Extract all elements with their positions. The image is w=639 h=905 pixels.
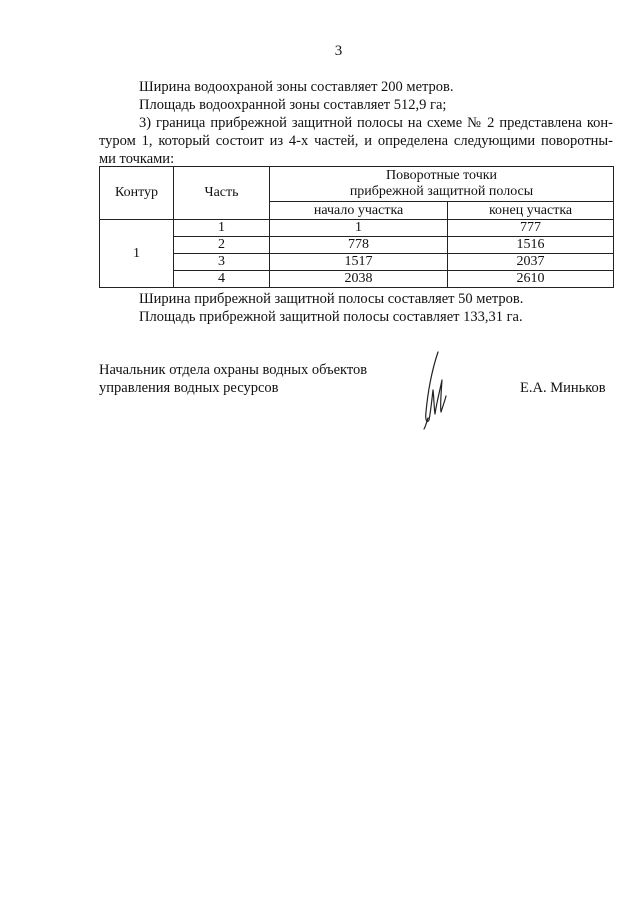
width-water-zone-text: Ширина водоохраной зоны составляет 200 метров. <box>139 79 454 95</box>
end-cell: 2037 <box>448 254 614 271</box>
header-start: начало участка <box>270 202 448 220</box>
boundary-line-3: ми точками: <box>99 151 175 167</box>
area-water-zone-text: Площадь водоохранной зоны составляет 512,9 га; <box>139 97 447 113</box>
signatory-title-line2: управления водных ресурсов <box>99 380 279 396</box>
signatory-title <box>99 361 367 397</box>
header-contour: Контур <box>100 167 174 220</box>
width-protective-strip-text: Ширина прибрежной защитной полосы составляет 50 метров. <box>139 291 524 307</box>
header-part: Часть <box>174 167 270 220</box>
table-row <box>100 237 614 254</box>
end-cell: 1516 <box>448 237 614 254</box>
part-cell: 4 <box>174 271 270 288</box>
signatory-name: Е.А. Миньков <box>520 380 606 396</box>
end-cell: 777 <box>448 220 614 237</box>
contour-cell: 1 <box>100 220 174 288</box>
boundary-line-1: 3) граница прибрежной защитной полосы на схеме № 2 представлена кон- <box>139 115 613 131</box>
page-number: 3 <box>334 43 343 59</box>
table-row <box>100 220 614 237</box>
header-end: конец участка <box>448 202 614 220</box>
end-cell: 2610 <box>448 271 614 288</box>
table-row <box>100 271 614 288</box>
header-turning-points <box>270 167 614 202</box>
turning-points-table <box>99 166 614 288</box>
header-turning-points-line1: Поворотные точки <box>385 168 498 183</box>
start-cell: 1517 <box>270 254 448 271</box>
start-cell: 778 <box>270 237 448 254</box>
signatory-title-line1: Начальник отдела охраны водных объектов <box>99 362 368 378</box>
table-row <box>100 254 614 271</box>
boundary-description <box>99 114 613 168</box>
handwritten-signature <box>420 350 450 430</box>
part-cell: 1 <box>174 220 270 237</box>
boundary-line-2: туром 1, который состоит из 4-х частей, и определена следующими поворотны- <box>99 133 613 149</box>
start-cell: 1 <box>270 220 448 237</box>
part-cell: 3 <box>174 254 270 271</box>
header-turning-points-line2: прибрежной защитной полосы <box>349 184 534 199</box>
start-cell: 2038 <box>270 271 448 288</box>
area-protective-strip-text: Площадь прибрежной защитной полосы составляет 133,31 га. <box>139 309 523 325</box>
part-cell: 2 <box>174 237 270 254</box>
